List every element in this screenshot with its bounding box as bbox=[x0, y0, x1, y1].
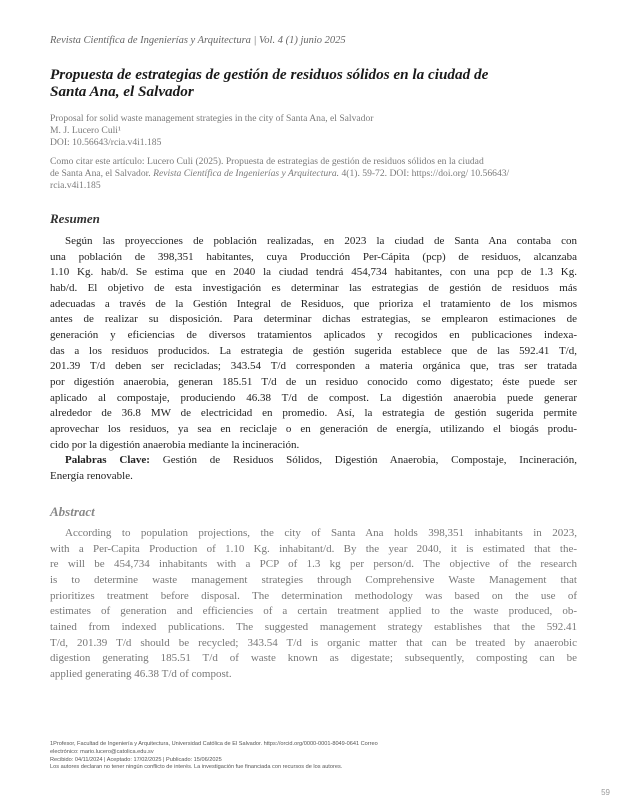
resumen-line: adecuadas a través de la Gestión Integral de Residuos, que prioriza el tratamiento de los mismos bbox=[50, 297, 577, 310]
abstract-line: with a Per-Capita Production of 1.10 Kg. inhabitant/d. By the year 2040, it is estimated that the- bbox=[50, 542, 577, 555]
resumen-line: cido por la digestión anaerobia mediante la incineración. bbox=[50, 438, 300, 451]
resumen-line: aprovechar los residuos, ya sea en reciclaje o en generación de energía, utilizando el biogás produ- bbox=[50, 422, 577, 435]
abstract-line: T/d, 201.39 T/d should be recycled; 343.54 T/d is organic matter that can be treated by anaerobic bbox=[50, 636, 577, 649]
citation-text: de Santa Ana, el Salvador. bbox=[50, 168, 154, 179]
english-title: Proposal for solid waste management strategies in the city of Santa Ana, el Salvador bbox=[50, 113, 374, 124]
abstract-line: prioritizes treatment before disposal. The determination methodology was based on the use of bbox=[50, 589, 577, 602]
footnote-line: 1Profesor, Facultad de Ingeniería y Arquitectura, Universidad Católica de El Salvador. https://orcid.org/0000-0001-8049-0641 Correo bbox=[50, 741, 378, 747]
article-title bbox=[50, 66, 570, 100]
resumen-line: por digestión anaerobia, generan 185.51 T/d de un residuo conocido como digestato; éste puede ser bbox=[50, 375, 577, 388]
citation-journal: Revista Científica de Ingenierías y Arquitectura. bbox=[153, 168, 340, 179]
doi[interactable]: DOI: 10.56643/rcia.v4i1.185 bbox=[50, 137, 162, 148]
footnote-line: Recibido: 04/11/2024 | Aceptado: 17/02/2025 | Publicado: 15/06/2025 bbox=[50, 756, 222, 763]
article-meta bbox=[50, 113, 570, 149]
resumen-heading: Resumen bbox=[50, 211, 100, 226]
abstract-heading: Abstract bbox=[50, 504, 95, 519]
abstract-line: re will be 454,734 inhabitants with a PCP of 1.3 kg per person/d. The objective of the research bbox=[50, 558, 577, 571]
footnotes bbox=[50, 741, 580, 772]
citation-line: Como citar este artículo: Lucero Culi (2025). Propuesta de estrategias de gestión de residuos sólidos en la ciudad bbox=[50, 156, 484, 167]
resumen-line: aplicado al compostaje, produciendo 46.38 T/d de compost. La digestión anaerobia puede generar bbox=[50, 391, 577, 404]
resumen-line: 201.39 T/d deben ser recicladas; 343.54 T/d corresponden a materia orgánica que, tras ser tratada bbox=[50, 360, 577, 373]
resumen-body bbox=[50, 234, 577, 453]
resumen-line: 1.10 Kg. hab/d. Se estima que en 2040 la ciudad tendrá 454,734 habitantes, con una pcp de 1.3 Kg. bbox=[50, 266, 577, 279]
abstract-body bbox=[50, 526, 577, 683]
title-line: Propuesta de estrategias de gestión de residuos sólidos en la ciudad de bbox=[50, 66, 489, 83]
resumen-line: das a los residuos producidos. La estrategia de gestión sugerida establece que de las 592.41 T/d, bbox=[50, 344, 577, 357]
footnote-line: electrónico: mario.lucero@catolica.edu.sv bbox=[50, 748, 154, 755]
abstract-line: According to population projections, the city of Santa Ana holds 398,351 inhabitants in 2023, bbox=[65, 527, 577, 539]
title-line: Santa Ana, el Salvador bbox=[50, 83, 194, 100]
resumen-line: una población de 398,351 habitantes, cuya Producción Per-Cápita (pcp) de residuos, alcanzaba bbox=[50, 250, 577, 263]
abstract-line: tained from indexed publications. The suggested management strategy establishes that the 592.41 bbox=[50, 620, 577, 633]
resumen-line: generación y eficiencias de diversos tratamientos aplicados y recogidos en publicaciones indexa- bbox=[50, 328, 577, 341]
keywords-label: Palabras Clave: bbox=[65, 454, 150, 466]
citation-line: rcia.v4i1.185 bbox=[50, 180, 101, 191]
keywords-line: Energía renovable. bbox=[50, 469, 133, 482]
abstract-line: is to determine waste management strategies through Comprehensive Waste Management that bbox=[50, 573, 577, 586]
citation-line bbox=[50, 168, 575, 180]
keywords-line bbox=[50, 453, 577, 469]
citation bbox=[50, 156, 575, 192]
author: M. J. Lucero Culi¹ bbox=[50, 125, 121, 136]
resumen-line: antes de realizar su disposición. Para determinar dichas estrategias, se emplearon estimaciones de bbox=[50, 313, 577, 326]
footnote-line: Los autores declaran no tener ningún conflicto de interés. La investigación fue financiada con recursos de los autores. bbox=[50, 764, 343, 771]
abstract-line: applied generating 46.38 T/d of compost. bbox=[50, 667, 232, 680]
resumen-line: alrededor de 36.8 MW de electricidad en promedio. Así, la estrategia de gestión sugerida permite bbox=[50, 407, 577, 420]
citation-doi-link[interactable]: 4(1). 59-72. DOI: https://doi.org/ 10.56643/ bbox=[339, 168, 510, 179]
resumen-line: hab/d. El objetivo de esta investigación es determinar las estrategias de gestión de residuos más bbox=[50, 281, 577, 294]
abstract-line: digestion generating 185.51 T/d of waste known as digestate; subsequently, composting can be bbox=[50, 652, 577, 665]
resumen-line: Según las proyecciones de población realizadas, en 2023 la ciudad de Santa Ana contaba con bbox=[65, 235, 577, 247]
journal-header: Revista Científica de Ingenierías y Arquitectura | Vol. 4 (1) junio 2025 bbox=[50, 35, 346, 46]
keywords-text: Gestión de Residuos Sólidos, Digestión Anaerobia, Compostaje, Incineración, bbox=[149, 454, 577, 466]
abstract-line: estimates of generation and efficiencies of a certain treatment applied to the waste produced, ob- bbox=[50, 605, 577, 618]
keywords bbox=[50, 453, 577, 484]
page-number: 59 bbox=[601, 788, 610, 797]
